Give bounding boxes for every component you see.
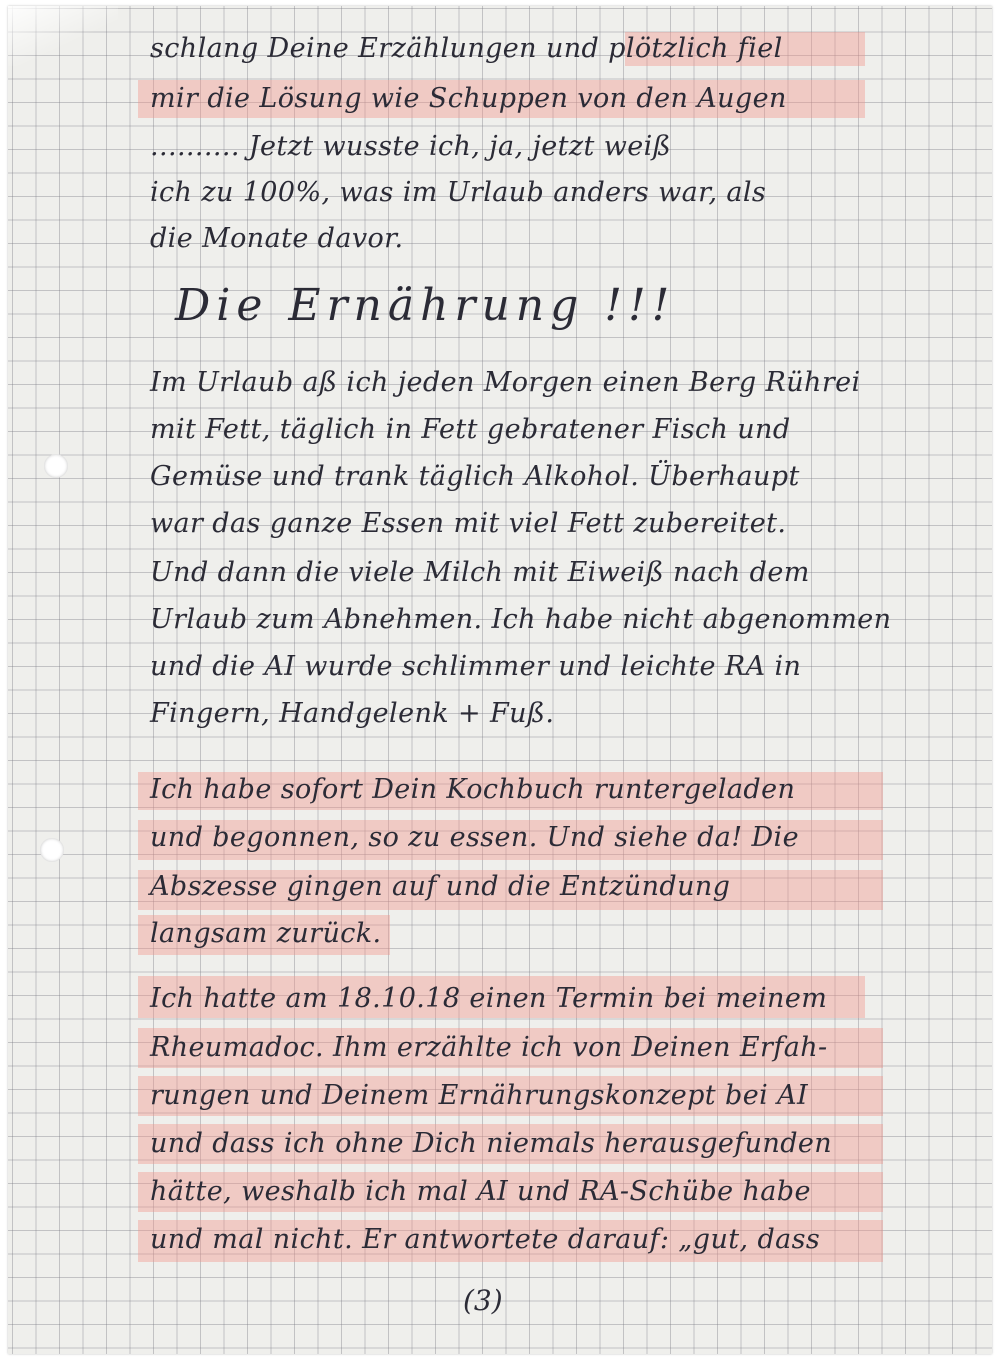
text-line: Abszesse gingen auf und die Entzündung <box>150 871 731 902</box>
text-line: Ich habe sofort Dein Kochbuch runtergeladen <box>150 774 796 805</box>
text-line: langsam zurück. <box>150 918 382 949</box>
text-line: ich zu 100%, was im Urlaub anders war, als <box>150 177 767 208</box>
text-line: rungen und Deinem Ernährungskonzept bei AI <box>150 1080 809 1111</box>
text-line: Und dann die viele Milch mit Eiweiß nach dem <box>150 557 810 588</box>
text-line: Urlaub zum Abnehmen. Ich habe nicht abgenommen <box>150 604 892 635</box>
text-line: Ich hatte am 18.10.18 einen Termin bei meinem <box>150 983 828 1014</box>
text-line: und dass ich ohne Dich niemals herausgefunden <box>150 1128 833 1159</box>
punch-hole-lower <box>40 838 64 862</box>
text-line: Rheumadoc. Ihm erzählte ich von Deinen Erfah- <box>150 1032 828 1063</box>
folded-corner <box>8 6 118 66</box>
text-line: mir die Lösung wie Schuppen von den Augen <box>150 83 787 114</box>
text-line: und begonnen, so zu essen. Und siehe da! Die <box>150 822 799 853</box>
page-number: (3) <box>463 1284 503 1317</box>
text-line: mit Fett, täglich in Fett gebratener Fisch und <box>150 414 791 445</box>
text-line: Gemüse und trank täglich Alkohol. Überhaupt <box>150 461 800 492</box>
text-line: schlang Deine Erzählungen und plötzlich fiel <box>150 33 783 64</box>
text-line: die Monate davor. <box>150 223 404 254</box>
section-heading: Die Ernährung !!! <box>175 280 676 331</box>
text-line: Fingern, Handgelenk + Fuß. <box>150 698 555 729</box>
text-line: war das ganze Essen mit viel Fett zubereitet. <box>150 508 787 539</box>
punch-hole-upper <box>44 454 68 478</box>
text-line: und mal nicht. Er antwortete darauf: „gut, dass <box>150 1224 821 1255</box>
text-line: .......... Jetzt wusste ich, ja, jetzt weiß <box>150 131 672 162</box>
text-line: Im Urlaub aß ich jeden Morgen einen Berg Rührei <box>150 367 861 398</box>
text-line: und die AI wurde schlimmer und leichte RA in <box>150 651 802 682</box>
text-line: hätte, weshalb ich mal AI und RA-Schübe habe <box>150 1176 811 1207</box>
